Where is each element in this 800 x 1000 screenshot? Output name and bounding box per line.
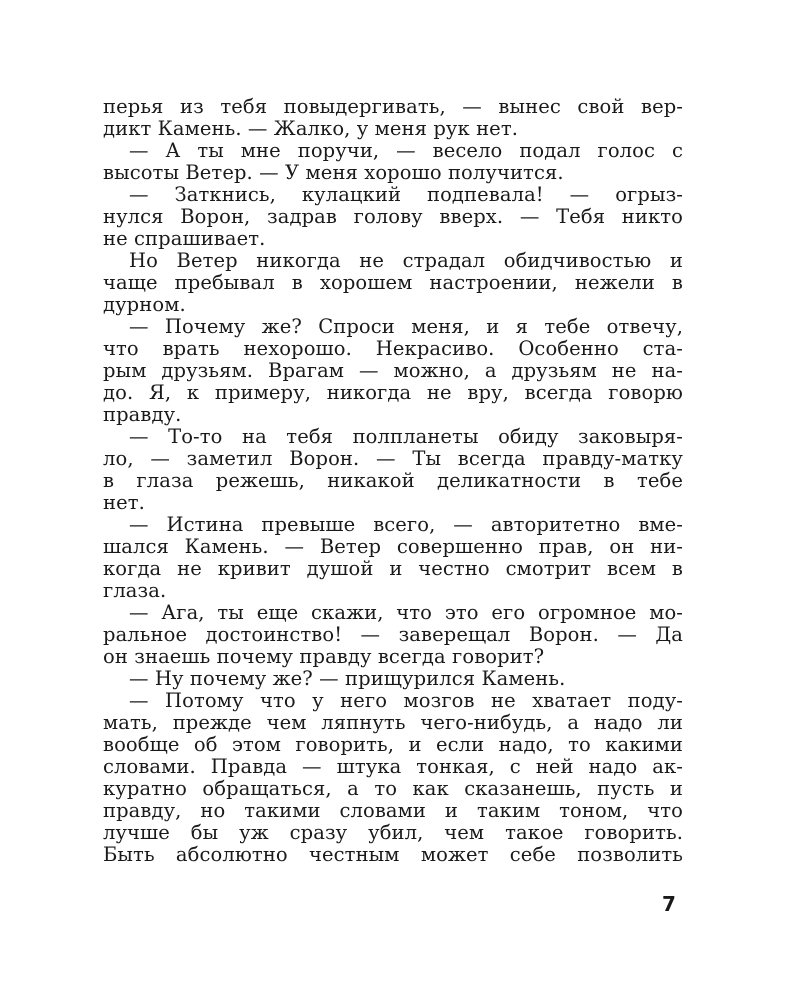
text-line: — Потому что у него мозгов не хватает поду- <box>129 689 683 712</box>
text-line: дикт Камень. — Жалко, у меня рук нет. <box>103 117 518 140</box>
text-line: в глаза режешь, никакой деликатности в тебе <box>103 469 683 492</box>
text-line: что врать нехорошо. Некрасиво. Особенно ста- <box>103 337 683 360</box>
book-page-text <box>103 96 683 866</box>
text-line: куратно обращаться, а то как сказанешь, пусть и <box>103 777 683 800</box>
text-line: рым друзьям. Врагам — можно, а друзьям не на- <box>103 359 683 382</box>
text-line: не спрашивает. <box>103 227 266 250</box>
text-line: дурном. <box>103 293 186 316</box>
text-line: высоты Ветер. — У меня хорошо получится. <box>103 161 564 184</box>
text-line: шался Камень. — Ветер совершенно прав, он ни- <box>103 535 683 558</box>
text-line: правду, но такими словами и таким тоном, что <box>103 799 683 822</box>
text-line: Но Ветер никогда не страдал обидчивостью и <box>129 249 683 272</box>
text-line: Быть абсолютно честным может себе позволить <box>103 843 683 866</box>
text-line: до. Я, к примеру, никогда не вру, всегда говорю <box>103 381 683 404</box>
text-line: — Ну почему же? — прищурился Камень. <box>129 667 566 690</box>
text-line: когда не кривит душой и честно смотрит всем в <box>103 557 683 580</box>
text-line: глаза. <box>103 579 167 602</box>
text-line: — А ты мне поручи, — весело подал голос с <box>129 139 683 162</box>
text-line: перья из тебя повыдергивать, — вынес свой вер- <box>103 95 683 118</box>
page-number: 7 <box>662 892 676 916</box>
text-line: — Ага, ты еще скажи, что это его огромное мо- <box>129 601 683 624</box>
text-line: словами. Правда — штука тонкая, с ней надо ак- <box>103 755 683 778</box>
text-line: мать, прежде чем ляпнуть чего-нибудь, а надо ли <box>103 711 683 734</box>
text-line: — Заткнись, кулацкий подпевала! — огрыз- <box>129 183 683 206</box>
text-line: нулся Ворон, задрав голову вверх. — Тебя никто <box>103 205 683 228</box>
text-line: — Истина превыше всего, — авторитетно вме- <box>129 513 683 536</box>
text-line: он знаешь почему правду всегда говорит? <box>103 645 545 668</box>
text-line: нет. <box>103 491 145 514</box>
text-line: чаще пребывал в хорошем настроении, нежели в <box>103 271 683 294</box>
text-line: вообще об этом говорить, и если надо, то какими <box>103 733 683 756</box>
text-line: — Почему же? Спроси меня, и я тебе отвечу, <box>129 315 683 338</box>
text-line: ло, — заметил Ворон. — Ты всегда правду-матку <box>103 447 683 470</box>
text-line: лучше бы уж сразу убил, чем такое говорить. <box>103 821 683 844</box>
text-line: ральное достоинство! — заверещал Ворон. — Да <box>103 623 683 646</box>
text-line: — То-то на тебя полпланеты обиду заковыря- <box>129 425 683 448</box>
text-line: правду. <box>103 403 182 426</box>
